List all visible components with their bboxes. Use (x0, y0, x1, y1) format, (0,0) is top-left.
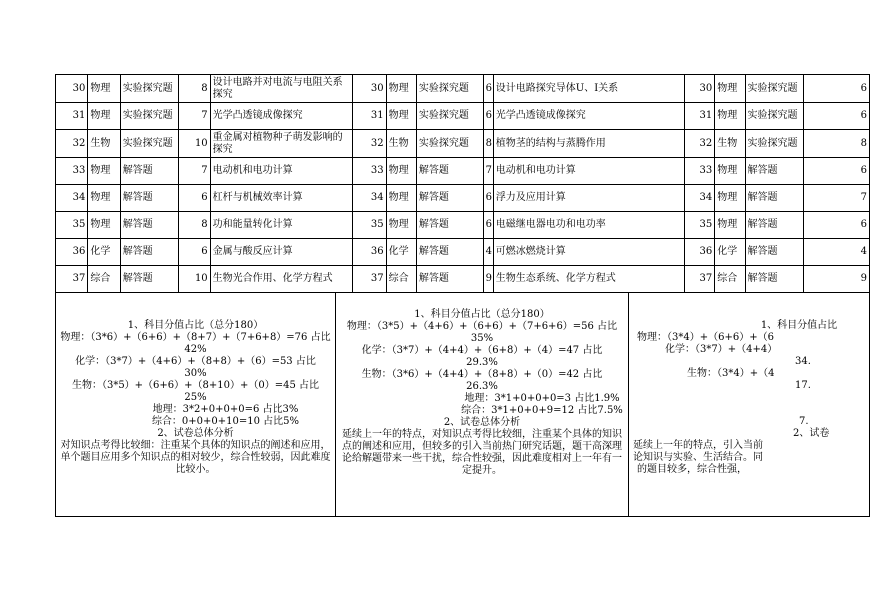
question-type-cell[interactable]: 解答题 (416, 212, 483, 239)
topic-cell[interactable]: 光学凸透镜成像探究 (493, 103, 684, 130)
question-number-cell[interactable]: 33 (56, 158, 88, 185)
question-number-cell[interactable]: 37 (684, 266, 714, 293)
subject-ratio-heading: 1、科目分值占比（总分180） (414, 309, 550, 320)
chemistry-percent: 34. (795, 356, 811, 367)
score-cell[interactable]: 6 (804, 103, 870, 130)
question-number-cell[interactable]: 37 (353, 266, 386, 293)
question-type-cell[interactable]: 解答题 (416, 158, 483, 185)
subject-cell[interactable]: 生物 (88, 130, 120, 158)
biology-score: 生物：（3*6）+（4+4）+（8+8）+（0）=42 占比 (361, 369, 603, 380)
analysis-heading: 2、试卷 (793, 428, 830, 439)
geography-score: 地理：3*1+0+0+0=3 占比1.9% (464, 393, 620, 404)
comprehensive-score: 综合：0+0+0+10=10 占比5% (151, 416, 300, 427)
question-type-cell[interactable]: 解答题 (120, 158, 179, 185)
subject-cell[interactable]: 物理 (386, 75, 416, 103)
topic-cell[interactable]: 电动机和电功计算 (210, 158, 353, 185)
question-type-cell[interactable]: 实验探究题 (120, 130, 179, 158)
topic-cell[interactable]: 植物茎的结构与蒸腾作用 (493, 130, 684, 158)
subject-cell[interactable]: 化学 (386, 239, 416, 266)
score-cell[interactable]: 6 (804, 75, 870, 103)
analysis-text-line2: 论知识与实验、生活结合。同 (633, 452, 763, 463)
subject-cell[interactable]: 物理 (715, 103, 745, 130)
subject-cell[interactable]: 物理 (715, 158, 745, 185)
analysis-text-line3: 的题目较多，综合性强， (637, 464, 747, 475)
analysis-text: 对知识点考得比较细：注重某个具体的知识点的阐述和应用，单个题目应用多个知识点的相对较少，综合性较弱，因此难度比较小。 (60, 440, 331, 475)
question-type-cell[interactable]: 解答题 (120, 266, 179, 293)
table-row (56, 103, 870, 130)
question-number-cell[interactable]: 34 (56, 185, 88, 212)
subject-ratio-heading: 1、科目分值占比（总分180） (127, 320, 264, 331)
subject-cell[interactable]: 化学 (88, 239, 120, 266)
question-table (55, 74, 870, 293)
score-cell[interactable]: 10 (179, 130, 210, 158)
score-cell[interactable]: 8 (179, 75, 210, 103)
summary-cell-3 (628, 293, 870, 517)
score-cell[interactable]: 4 (483, 239, 493, 266)
topic-cell[interactable]: 功和能量转化计算 (210, 212, 353, 239)
topic-cell[interactable]: 光学凸透镜成像探究 (210, 103, 353, 130)
topic-cell[interactable]: 设计电路并对电流与电阻关系探究 (210, 75, 353, 103)
chemistry-percent: 30% (184, 368, 207, 379)
topic-cell[interactable]: 金属与酸反应计算 (210, 239, 353, 266)
score-cell[interactable]: 8 (804, 130, 870, 158)
analysis-text-line1: 延续上一年的特点，引入当前 (633, 440, 763, 451)
score-cell[interactable]: 6 (804, 212, 870, 239)
subject-cell[interactable]: 物理 (88, 75, 120, 103)
question-number-cell[interactable]: 31 (353, 103, 386, 130)
question-number-cell[interactable]: 30 (56, 75, 88, 103)
topic-cell[interactable]: 浮力及应用计算 (493, 185, 684, 212)
subject-cell[interactable]: 生物 (715, 130, 745, 158)
score-cell[interactable]: 7 (179, 103, 210, 130)
score-cell[interactable]: 6 (483, 212, 493, 239)
question-number-cell[interactable]: 36 (684, 239, 714, 266)
comprehensive-score: 综合：3*1+0+0+9=12 占比7.5% (461, 405, 623, 416)
subject-cell[interactable]: 综合 (715, 266, 745, 293)
subject-cell[interactable]: 物理 (386, 158, 416, 185)
biology-percent: 17. (795, 380, 811, 391)
topic-cell[interactable]: 重金属对植物种子萌发影响的探究 (210, 130, 353, 158)
question-number-cell[interactable]: 36 (353, 239, 386, 266)
question-type-cell[interactable]: 实验探究题 (745, 103, 804, 130)
topic-cell[interactable]: 生物光合作用、化学方程式 (210, 266, 353, 293)
question-number-cell[interactable]: 35 (353, 212, 386, 239)
question-type-cell[interactable]: 解答题 (745, 185, 804, 212)
question-type-cell[interactable]: 实验探究题 (745, 130, 804, 158)
subject-ratio-heading: 1、科目分值占比 (760, 320, 838, 331)
question-type-cell[interactable]: 实验探究题 (416, 103, 483, 130)
subject-cell[interactable]: 物理 (88, 212, 120, 239)
topic-cell[interactable]: 电动机和电功计算 (493, 158, 684, 185)
question-number-cell[interactable]: 34 (353, 185, 386, 212)
score-cell[interactable]: 10 (179, 266, 210, 293)
subject-cell[interactable]: 物理 (386, 185, 416, 212)
question-type-cell[interactable]: 解答题 (745, 266, 804, 293)
table-row (56, 130, 870, 158)
subject-cell[interactable]: 生物 (386, 130, 416, 158)
summary-cell-1 (55, 293, 336, 517)
subject-cell[interactable]: 物理 (715, 212, 745, 239)
question-type-cell[interactable]: 解答题 (120, 212, 179, 239)
summary-cell-2 (335, 293, 629, 517)
physics-score: 物理：（3*5）+（4+6）+（6+6）+（7+6+6）=56 占比 (346, 321, 618, 332)
spreadsheet (55, 74, 867, 518)
topic-cell[interactable]: 杠杆与机械效率计算 (210, 185, 353, 212)
question-number-cell[interactable]: 35 (684, 212, 714, 239)
table-row (56, 158, 870, 185)
question-number-cell[interactable]: 30 (684, 75, 714, 103)
subject-cell[interactable]: 物理 (88, 103, 120, 130)
score-cell[interactable]: 9 (804, 266, 870, 293)
geography-score (629, 392, 869, 416)
analysis-heading: 2、试卷总体分析 (443, 417, 521, 428)
question-number-cell[interactable]: 37 (56, 266, 88, 293)
biology-score: 生物：（3*4）+（4 (687, 368, 775, 379)
score-cell[interactable]: 6 (483, 103, 493, 130)
question-type-cell[interactable]: 解答题 (120, 185, 179, 212)
physics-score: 物理：（3*6）+（6+6）+（8+7）+（7+6+8）=76 占比 (60, 332, 331, 343)
subject-cell[interactable]: 物理 (715, 185, 745, 212)
chemistry-score: 化学：（3*7）+（4+4）+（6+8）+（4）=47 占比 (361, 345, 603, 356)
table-row (56, 75, 870, 103)
analysis-text: 延续上一年的特点，对知识点考得比较细，注重某个具体的知识点的阐述和应用，但较多的引入当前热门研究话题，题干高深理论给解题带来一些干扰，综合性较强，因此难度相对上一年有一定提升。 (342, 429, 622, 476)
comprehensive-score: 7. (799, 416, 809, 427)
subject-cell[interactable]: 物理 (386, 103, 416, 130)
score-cell[interactable]: 4 (804, 239, 870, 266)
question-type-cell[interactable]: 解答题 (745, 239, 804, 266)
question-type-cell[interactable]: 解答题 (745, 158, 804, 185)
physics-score: 物理：（3*4）+（6+6）+（6 (637, 332, 774, 343)
topic-cell[interactable]: 可燃冰燃烧计算 (493, 239, 684, 266)
score-cell[interactable]: 7 (804, 185, 870, 212)
topic-cell[interactable]: 生物生态系统、化学方程式 (493, 266, 684, 293)
question-type-cell[interactable]: 实验探究题 (120, 103, 179, 130)
question-number-cell[interactable]: 31 (684, 103, 714, 130)
physics-percent: 35% (470, 333, 494, 344)
subject-cell[interactable]: 综合 (386, 266, 416, 293)
topic-cell[interactable]: 电磁继电器电功和电功率 (493, 212, 684, 239)
question-number-cell[interactable]: 35 (56, 212, 88, 239)
subject-cell[interactable]: 物理 (88, 185, 120, 212)
chemistry-score: 化学：（3*7）+（4+4） (665, 344, 778, 355)
table-row (56, 212, 870, 239)
biology-percent: 25% (184, 392, 207, 403)
subject-cell[interactable]: 化学 (715, 239, 745, 266)
score-cell[interactable]: 6 (804, 158, 870, 185)
score-cell[interactable]: 8 (483, 130, 493, 158)
question-number-cell[interactable]: 31 (56, 103, 88, 130)
question-number-cell[interactable]: 32 (684, 130, 714, 158)
chemistry-score: 化学：（3*7）+（4+6）+（8+8）+（6）=53 占比 (75, 356, 316, 367)
score-cell[interactable]: 6 (179, 239, 210, 266)
question-type-cell[interactable]: 解答题 (416, 239, 483, 266)
subject-cell[interactable]: 综合 (88, 266, 120, 293)
question-number-cell[interactable]: 32 (56, 130, 88, 158)
subject-cell[interactable]: 物理 (88, 158, 120, 185)
score-cell[interactable]: 6 (483, 185, 493, 212)
question-type-cell[interactable]: 实验探究题 (416, 130, 483, 158)
subject-cell[interactable]: 物理 (715, 75, 745, 103)
physics-percent: 42% (184, 344, 207, 355)
question-type-cell[interactable]: 解答题 (120, 239, 179, 266)
score-cell[interactable]: 8 (179, 212, 210, 239)
question-number-cell[interactable]: 30 (353, 75, 386, 103)
geography-score: 地理：3*2+0+0+0=6 占比3% (152, 404, 299, 415)
question-type-cell[interactable]: 实验探究题 (120, 75, 179, 103)
chemistry-percent: 29.3% (466, 357, 498, 368)
summary-row (55, 293, 870, 518)
score-cell[interactable]: 6 (483, 75, 493, 103)
question-type-cell[interactable]: 实验探究题 (745, 75, 804, 103)
question-number-cell[interactable]: 33 (684, 158, 714, 185)
topic-cell[interactable]: 设计电路探究导体U、I关系 (493, 75, 684, 103)
table-row (56, 266, 870, 293)
question-number-cell[interactable]: 32 (353, 130, 386, 158)
subject-cell[interactable]: 物理 (386, 212, 416, 239)
question-number-cell[interactable]: 34 (684, 185, 714, 212)
question-type-cell[interactable]: 解答题 (416, 185, 483, 212)
score-cell[interactable]: 9 (483, 266, 493, 293)
question-type-cell[interactable]: 解答题 (745, 212, 804, 239)
score-cell[interactable]: 6 (179, 185, 210, 212)
table-row (56, 239, 870, 266)
question-number-cell[interactable]: 36 (56, 239, 88, 266)
score-cell[interactable]: 7 (483, 158, 493, 185)
question-number-cell[interactable]: 33 (353, 158, 386, 185)
question-type-cell[interactable]: 实验探究题 (416, 75, 483, 103)
biology-score: 生物：（3*5）+（6+6）+（8+10）+（0）=45 占比 (71, 380, 320, 391)
analysis-heading: 2、试卷总体分析 (157, 428, 234, 439)
score-cell[interactable]: 7 (179, 158, 210, 185)
table-row (56, 185, 870, 212)
question-type-cell[interactable]: 解答题 (416, 266, 483, 293)
biology-percent: 26.3% (466, 381, 498, 392)
